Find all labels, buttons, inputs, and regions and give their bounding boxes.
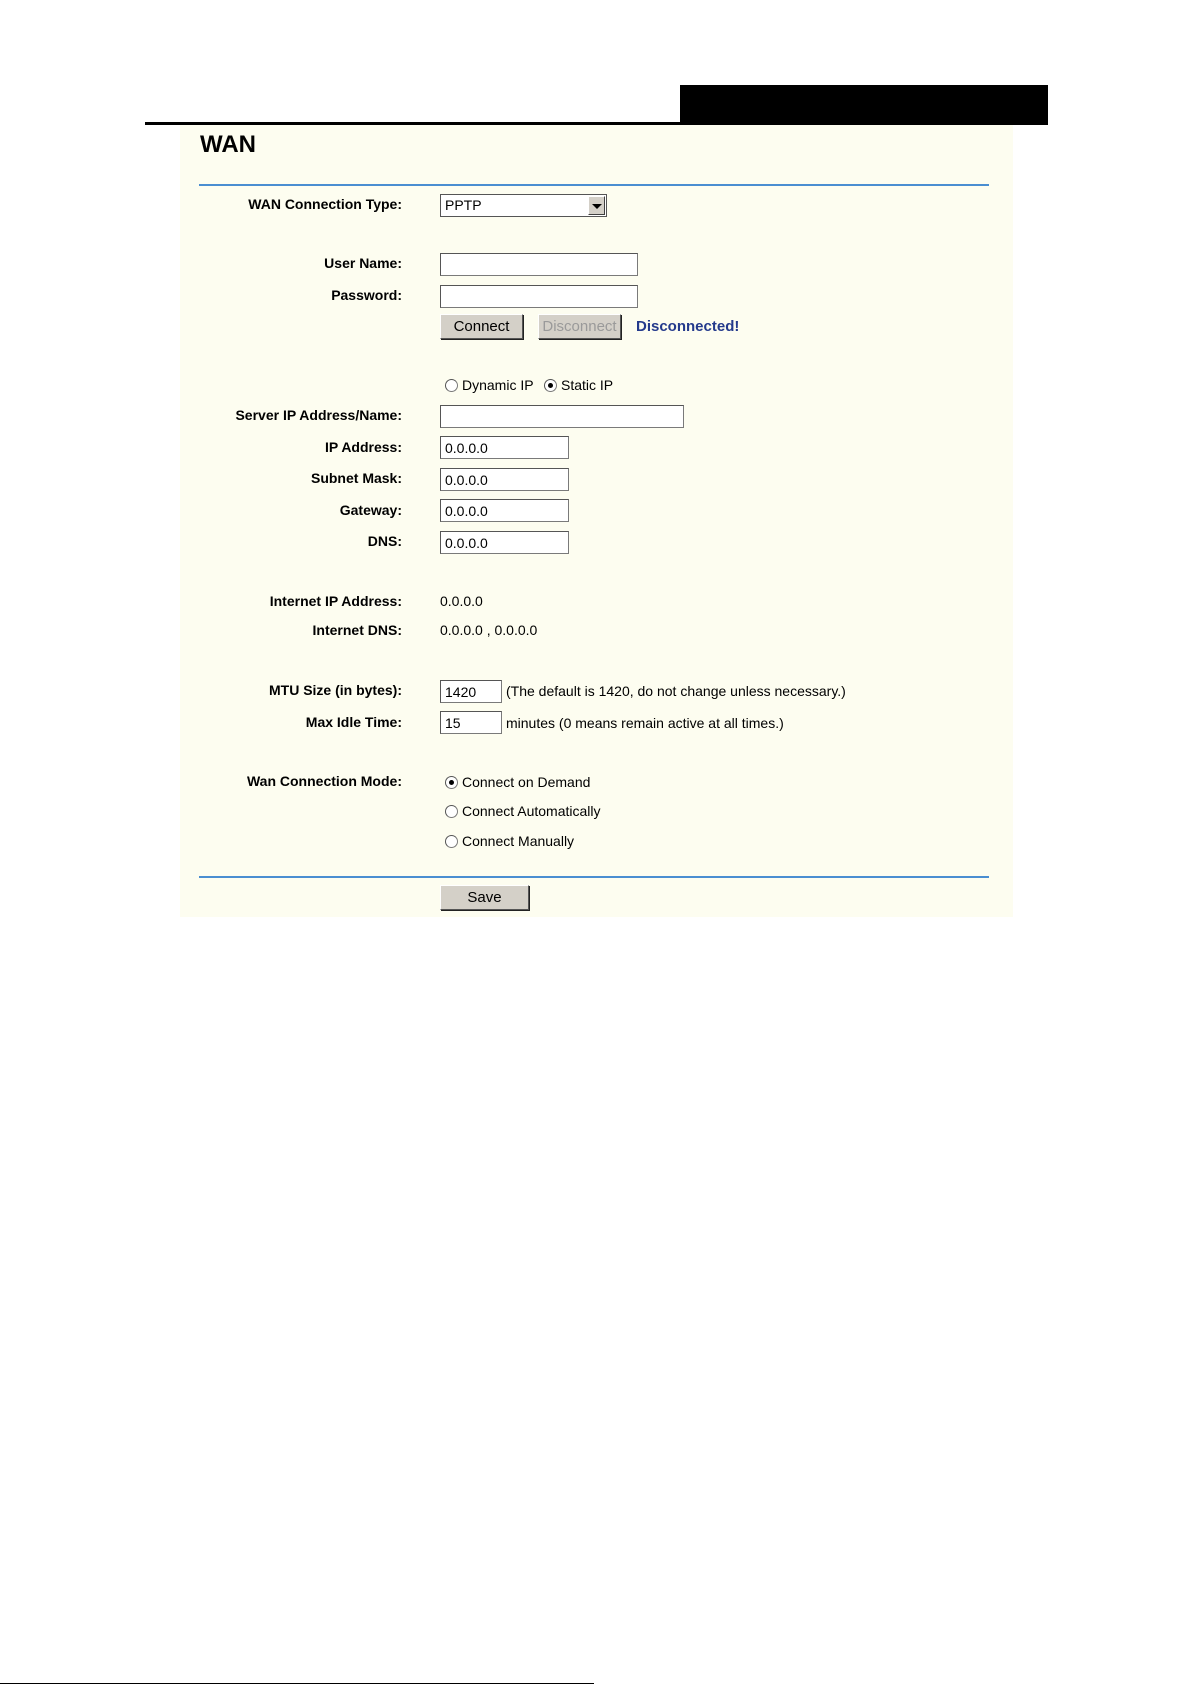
top-divider — [199, 184, 989, 186]
connection-status: Disconnected! — [636, 318, 740, 335]
page-title: WAN — [200, 131, 256, 158]
connect-button[interactable]: Connect — [440, 314, 523, 339]
password-label: Password: — [331, 287, 402, 303]
max-idle-input[interactable] — [440, 711, 502, 734]
connect-manually-radio[interactable] — [445, 835, 458, 848]
max-idle-note: minutes (0 means remain active at all times.) — [506, 715, 784, 731]
internet-dns-label: Internet DNS: — [312, 622, 402, 638]
dns-label: DNS: — [367, 533, 402, 549]
save-button[interactable]: Save — [440, 885, 529, 910]
connect-manually-label: Connect Manually — [462, 833, 575, 849]
gateway-label: Gateway: — [339, 502, 402, 518]
ip-address-input[interactable] — [440, 436, 569, 459]
wan-mode-label: Wan Connection Mode: — [246, 773, 402, 789]
static-ip-radio[interactable] — [544, 379, 557, 392]
internet-ip-label: Internet IP Address: — [269, 593, 402, 609]
connection-type-select[interactable] — [440, 194, 607, 217]
gateway-input[interactable] — [440, 499, 569, 522]
ip-address-label: IP Address: — [324, 439, 402, 455]
connect-on-demand-label: Connect on Demand — [462, 774, 591, 790]
mtu-input[interactable] — [440, 680, 502, 703]
user-name-label: User Name: — [324, 255, 402, 271]
password-input[interactable] — [440, 285, 638, 308]
server-input[interactable] — [440, 405, 684, 428]
connect-automatically-radio[interactable] — [445, 805, 458, 818]
dynamic-ip-label: Dynamic IP — [462, 377, 534, 393]
bottom-divider — [199, 876, 989, 878]
connection-type-label: WAN Connection Type: — [248, 196, 402, 212]
connection-type-value: PPTP — [445, 197, 482, 213]
connect-on-demand-radio[interactable] — [445, 776, 458, 789]
user-name-input[interactable] — [440, 253, 638, 276]
wan-settings-panel — [180, 125, 1013, 917]
server-label: Server IP Address/Name: — [235, 407, 402, 423]
mtu-note: (The default is 1420, do not change unless necessary.) — [506, 683, 846, 699]
mtu-label: MTU Size (in bytes): — [268, 682, 402, 698]
static-ip-label: Static IP — [561, 377, 614, 393]
dns-input[interactable] — [440, 531, 569, 554]
chevron-down-icon[interactable] — [588, 196, 605, 215]
internet-ip-value: 0.0.0.0 — [440, 593, 483, 609]
connect-automatically-label: Connect Automatically — [462, 803, 601, 819]
max-idle-label: Max Idle Time: — [305, 714, 402, 730]
disconnect-button[interactable]: Disconnect — [538, 314, 621, 339]
header-black-bar — [680, 85, 1048, 123]
internet-dns-value: 0.0.0.0 , 0.0.0.0 — [440, 622, 538, 638]
subnet-mask-input[interactable] — [440, 468, 569, 491]
subnet-mask-label: Subnet Mask: — [310, 470, 402, 486]
dynamic-ip-radio[interactable] — [445, 379, 458, 392]
footer-rule — [0, 1683, 594, 1684]
